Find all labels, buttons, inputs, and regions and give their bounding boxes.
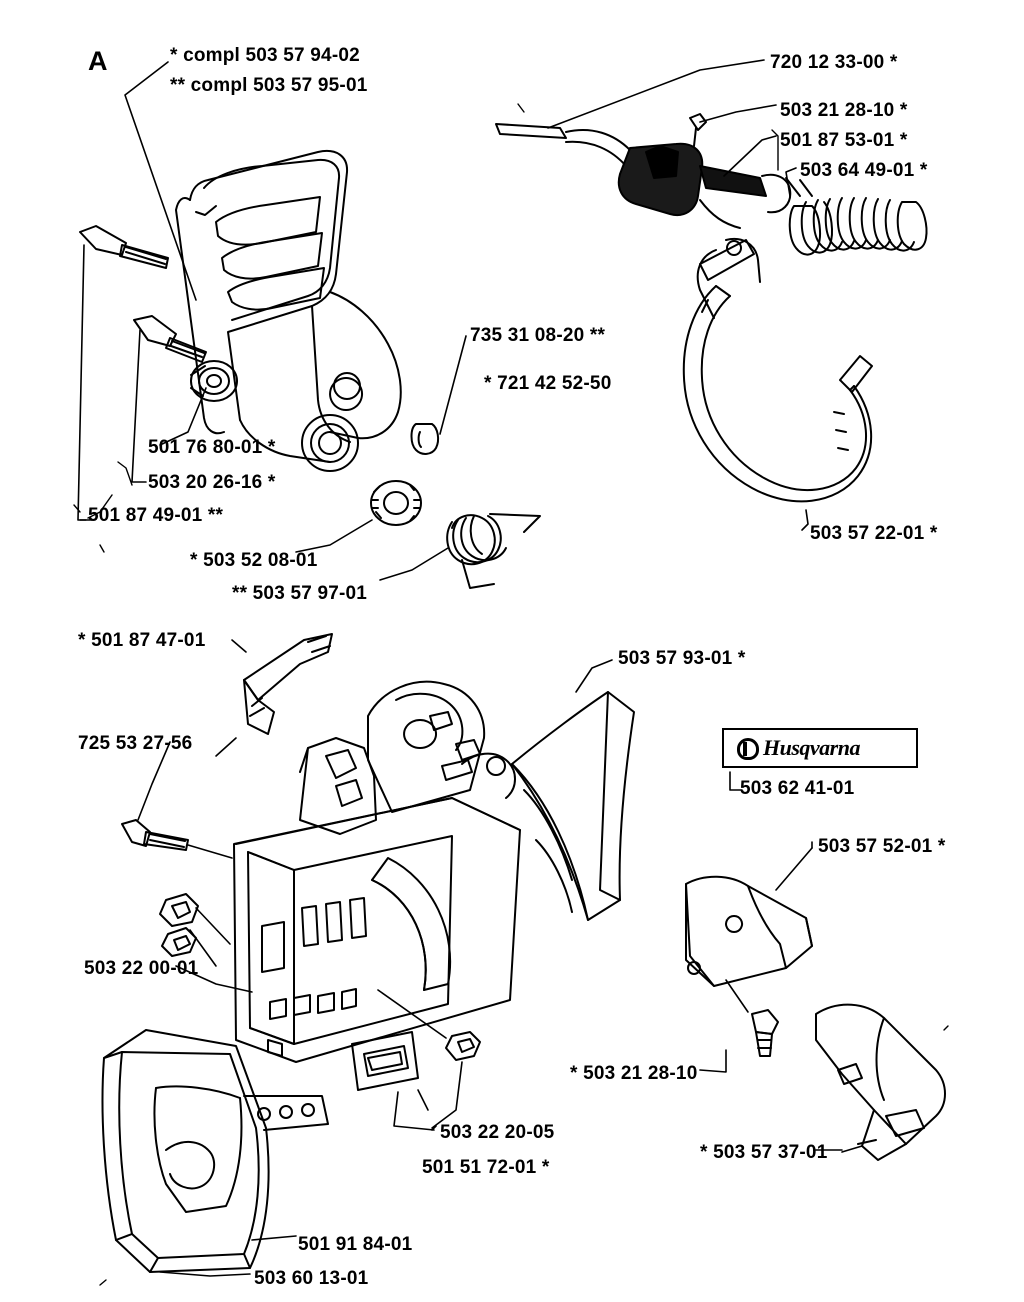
- part-label-503-60-13-01: 503 60 13-01: [254, 1268, 369, 1289]
- husqvarna-crown-logo: [734, 737, 756, 759]
- part-label-501-87-49-01: 501 87 49-01 **: [88, 505, 224, 526]
- part-label-501-76-80-01: 501 76 80-01 *: [148, 437, 276, 458]
- part-label-720-12-33-00: 720 12 33-00 *: [770, 52, 898, 73]
- husqvarna-name-plate: [722, 728, 918, 768]
- part-label-compl-2: ** compl 503 57 95-01: [170, 75, 368, 96]
- part-label-503-62-41-01: 503 62 41-01: [740, 778, 855, 799]
- husqvarna-wordmark: Husqvarna: [763, 735, 860, 760]
- part-label-503-52-08-01: * 503 52 08-01: [190, 550, 318, 571]
- part-label-503-57-93-01: 503 57 93-01 *: [618, 648, 746, 669]
- part-label-503-20-26-16: 503 20 26-16 *: [148, 472, 276, 493]
- part-label-503-21-28-10-top: 503 21 28-10 *: [780, 100, 908, 121]
- part-label-721-42-52-50: * 721 42 52-50: [484, 373, 612, 394]
- part-label-503-57-97-01: ** 503 57 97-01: [232, 583, 368, 604]
- part-label-501-51-72-01: 501 51 72-01 *: [422, 1157, 550, 1178]
- part-label-503-57-52-01: 503 57 52-01 *: [818, 836, 946, 857]
- part-label-503-57-22-01: 503 57 22-01 *: [810, 523, 938, 544]
- section-letter: A: [88, 46, 108, 76]
- part-label-501-87-53-01: 501 87 53-01 *: [780, 130, 908, 151]
- part-label-compl-1: * compl 503 57 94-02: [170, 45, 360, 66]
- part-label-503-21-28-10-bottom: * 503 21 28-10: [570, 1063, 698, 1084]
- part-label-503-57-37-01: * 503 57 37-01: [700, 1142, 828, 1163]
- part-label-503-22-20-05: 503 22 20-05: [440, 1122, 555, 1143]
- part-label-725-53-27-56: 725 53 27-56: [78, 733, 193, 754]
- part-label-503-22-00-01: 503 22 00-01: [84, 958, 199, 979]
- part-label-735-31-08-20: 735 31 08-20 **: [470, 325, 606, 346]
- part-label-503-64-49-01: 503 64 49-01 *: [800, 160, 928, 181]
- part-label-501-91-84-01: 501 91 84-01: [298, 1234, 413, 1255]
- part-label-501-87-47-01: * 501 87 47-01: [78, 630, 206, 651]
